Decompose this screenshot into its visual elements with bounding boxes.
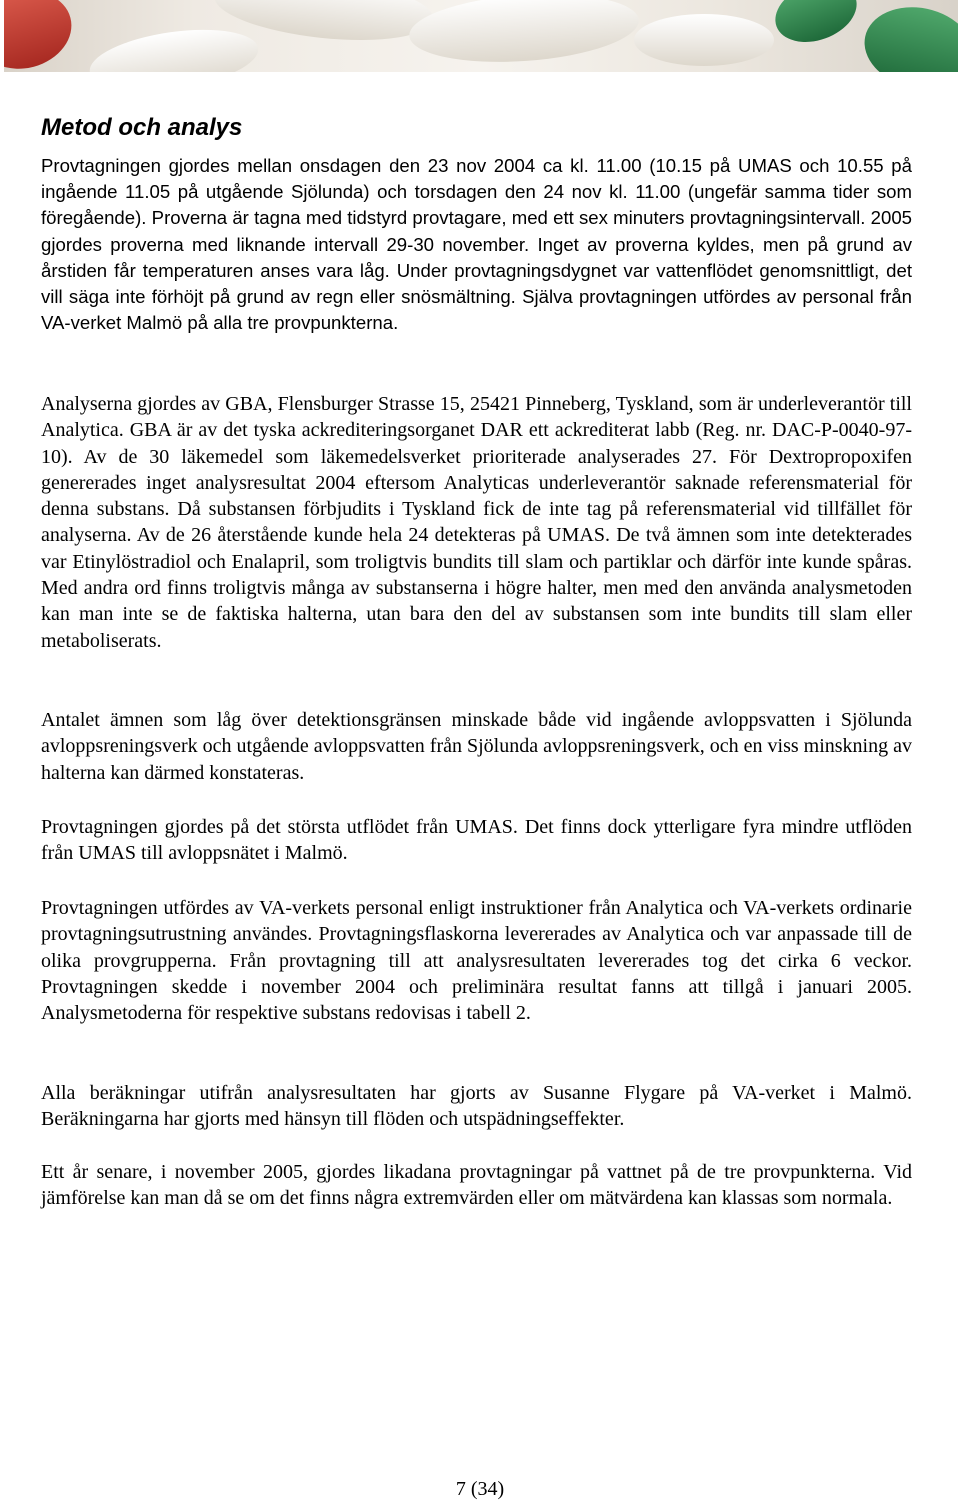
pills-capsules-illustration (4, 0, 958, 72)
header-banner-image (4, 0, 958, 72)
section-heading: Metod och analys (41, 114, 243, 141)
paragraph-reduction: Antalet ämnen som låg över detektionsgränsen minskade både vid ingående avloppsvatten i Sjölunda avloppsreningsverk och utgående avloppsvatten från Sjölunda avloppsreningsverk, och en viss minskning av halterna kan därmed konstateras. (41, 709, 912, 784)
paragraph-followup: Ett år senare, i november 2005, gjordes likadana provtagningar på vattnet på de tre provpunkterna. Vid jämförelse kan man då se om det finns några extremvärden eller om mätvärdena kan klassas som normala. (41, 1161, 912, 1210)
paragraph-analysis: Analyserna gjordes av GBA, Flensburger Strasse 15, 25421 Pinneberg, Tyskland, som är underleverantör till Analytica. GBA är av det tyska ackrediteringsorganet DAR ett ackrediterat labb (Reg. nr. DAC-P-0040-97-10). Av de 30 läkemedel som läkemedelsverket prioriterade analyserades 27. För Dextropropoxifen genererades inget analysresultat 2004 eftersom Analyticas underleverantör saknade referensmaterial för denna substans. Då substansen förbjudits i Tyskland fick de inte tag på referensmaterial vid tillfället för analyserna. Av de 26 återstående kunde hela 24 detekteras på UMAS. De två ämnen som inte detekterades var Etinylöstradiol och Enalapril, som troligtvis bundits till slam och partiklar och därför inte kunde spåras. Med andra ord finns troligtvis många av substanserna i högre halter, men med den använda analysmetoden kan man inte se de faktiska halterna, utan bara den del av substansen som inte bundits till slam eller metaboliserats. (41, 393, 912, 652)
paragraph-outflow: Provtagningen gjordes på det största utflödet från UMAS. Det finns dock ytterligare fyra mindre utflöden från UMAS till avloppsnätet i Malmö. (41, 816, 912, 865)
paragraph-sampling: Provtagningen gjordes mellan onsdagen den 23 nov 2004 ca kl. 11.00 (10.15 på UMAS och 10.55 på ingående 11.05 på utgående Sjölunda) och torsdagen den 24 nov kl. 11.00 (ungefär samma tider som föregående). Proverna är tagna med tidstyrd provtagare, med ett sex minuters provtagningsintervall. 2005 gjordes proverna med liknande intervall 29-30 november. Inget av proverna kyldes, men på grund av årstiden får temperaturen anses vara låg. Under provtagningsdygnet var vattenflödet genomsnittligt, det vill säga inte förhöjt på grund av regn eller snösmältning. Själva provtagningen utfördes av personal från VA-verket Malmö på alla tre provpunkterna. (41, 155, 912, 334)
paragraph-procedure: Provtagningen utfördes av VA-verkets personal enligt instruktioner från Analytica och VA-verkets ordinarie provtagningsutrustning användes. Provtagningsflaskorna levererades av Analytica och var anpassade till de olika provgrupperna. Från provtagning till att analysresultaten levererades tog det cirka 6 veckor. Provtagningen skedde i november 2004 och preliminära resultat fanns att tillgå i januari 2005. Analysmetoderna för respektive substans redovisas i tabell 2. (41, 897, 912, 1025)
paragraph-calculations: Alla beräkningar utifrån analysresultaten har gjorts av Susanne Flygare på VA-verket i Malmö. Beräkningarna har gjorts med hänsyn till flöden och utspädningseffekter. (41, 1082, 912, 1131)
page-number: 7 (34) (455, 1478, 505, 1500)
